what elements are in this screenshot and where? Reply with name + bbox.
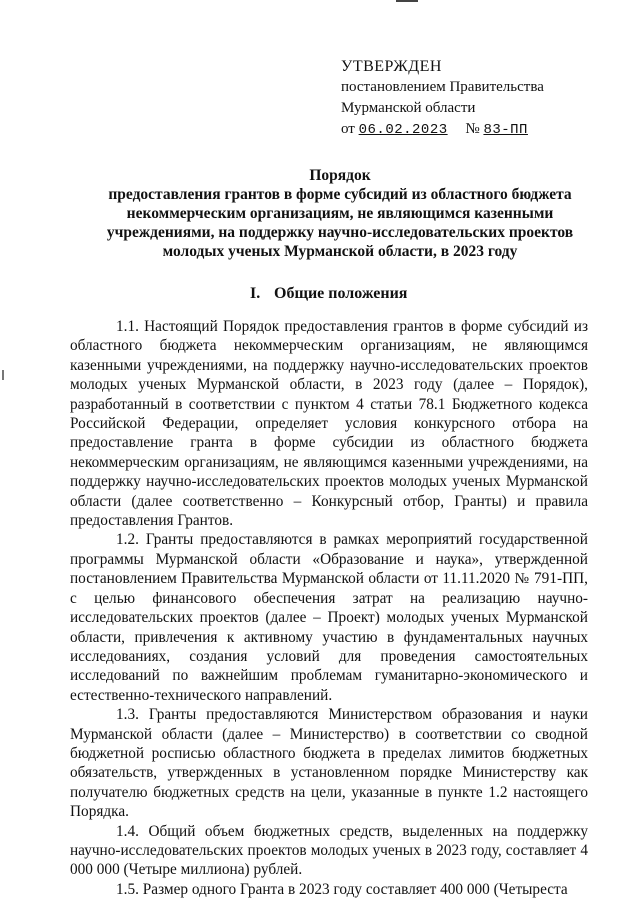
approval-line-1: постановлением Правительства: [341, 79, 544, 95]
approval-date: 06.02.2023: [358, 122, 448, 138]
approval-line-2: Мурманской области: [341, 100, 476, 116]
approval-stamp-block: [341, 56, 621, 141]
scan-margin-mark: [2, 370, 4, 380]
document-title-line-4: учреждениями, на поддержку научно-исследовательских проектов: [106, 224, 574, 241]
approval-date-prefix: от: [341, 121, 355, 137]
approval-date-line: [341, 119, 621, 141]
section-title: Общие положения: [274, 285, 408, 302]
document-title: [80, 166, 600, 261]
document-title-line-3: некоммерческим организациям, не являющимся казенными: [126, 205, 554, 222]
document-title-line-2: предоставления грантов в форме субсидий из областного бюджета: [108, 186, 572, 203]
approval-title: УТВЕРЖДЕН: [341, 58, 442, 75]
approval-number-sign: №: [465, 121, 480, 137]
paragraph-1-2: 1.2. Гранты предоставляются в рамках мероприятий государственной программы Мурманской области «Образование и наука», утвержденной постановлением Правительства Мурманской области от 11.11.2020 № 791-ПП, с целью финансового обеспечения затрат на реализацию научно-исследовательских проектов (далее – Проект) молодых ученых Мурманской области, привлечения к активному участию в фундаментальных научных исследованиях, создания условий для проведения самостоятельных исследований по важнейшим проблемам гуманитарно-экономического и естественно-технического направлений.: [70, 531, 588, 704]
document-body: [70, 317, 588, 899]
approval-number: 83-ПП: [483, 122, 528, 138]
paragraph-1-4: 1.4. Общий объем бюджетных средств, выделенных на поддержку научно-исследовательских проектов молодых ученых в 2023 году, составляет 4 000 000 (Четыре миллиона) рублей.: [70, 822, 588, 879]
document-title-line-1: Порядок: [309, 167, 371, 184]
document-title-line-5: молодых ученых Мурманской области, в 2023 году: [162, 243, 518, 260]
paragraph-1-1: 1.1. Настоящий Порядок предоставления грантов в форме субсидий из областного бюджета некоммерческим организациям, не являющимся казенными учреждениями, на поддержку научно-исследовательских проектов молодых ученых Мурманской области, в 2023 году (далее – Порядок), разработанный в соответствии с пунктом 4 статьи 78.1 Бюджетного кодекса Российской Федерации, определяет условия конкурсного отбора на предоставление гранта в форме субсидии из областного бюджета некоммерческим организациям, не являющимся казенными учреждениями, на поддержку научно-исследовательских проектов молодых ученых Мурманской области (далее соответственно – Конкурсный отбор, Гранты) и правила предоставления Грантов.: [70, 318, 588, 530]
scan-mark: [396, 0, 418, 2]
paragraph-1-3: 1.3. Гранты предоставляются Министерством образования и науки Мурманской области (далее – Министерство) в соответствии со сводной бюджетной росписью областного бюджета в пределах лимитов бюджетных обязательств, утвержденных в установленном порядке Министерству как получателю бюджетных средств на цели, указанные в пункте 1.2 настоящего Порядка.: [70, 706, 588, 821]
section-number: I.: [250, 285, 261, 302]
section-heading: [200, 284, 500, 304]
paragraph-1-5: 1.5. Размер одного Гранта в 2023 году составляет 400 000 (Четыреста: [116, 880, 568, 898]
